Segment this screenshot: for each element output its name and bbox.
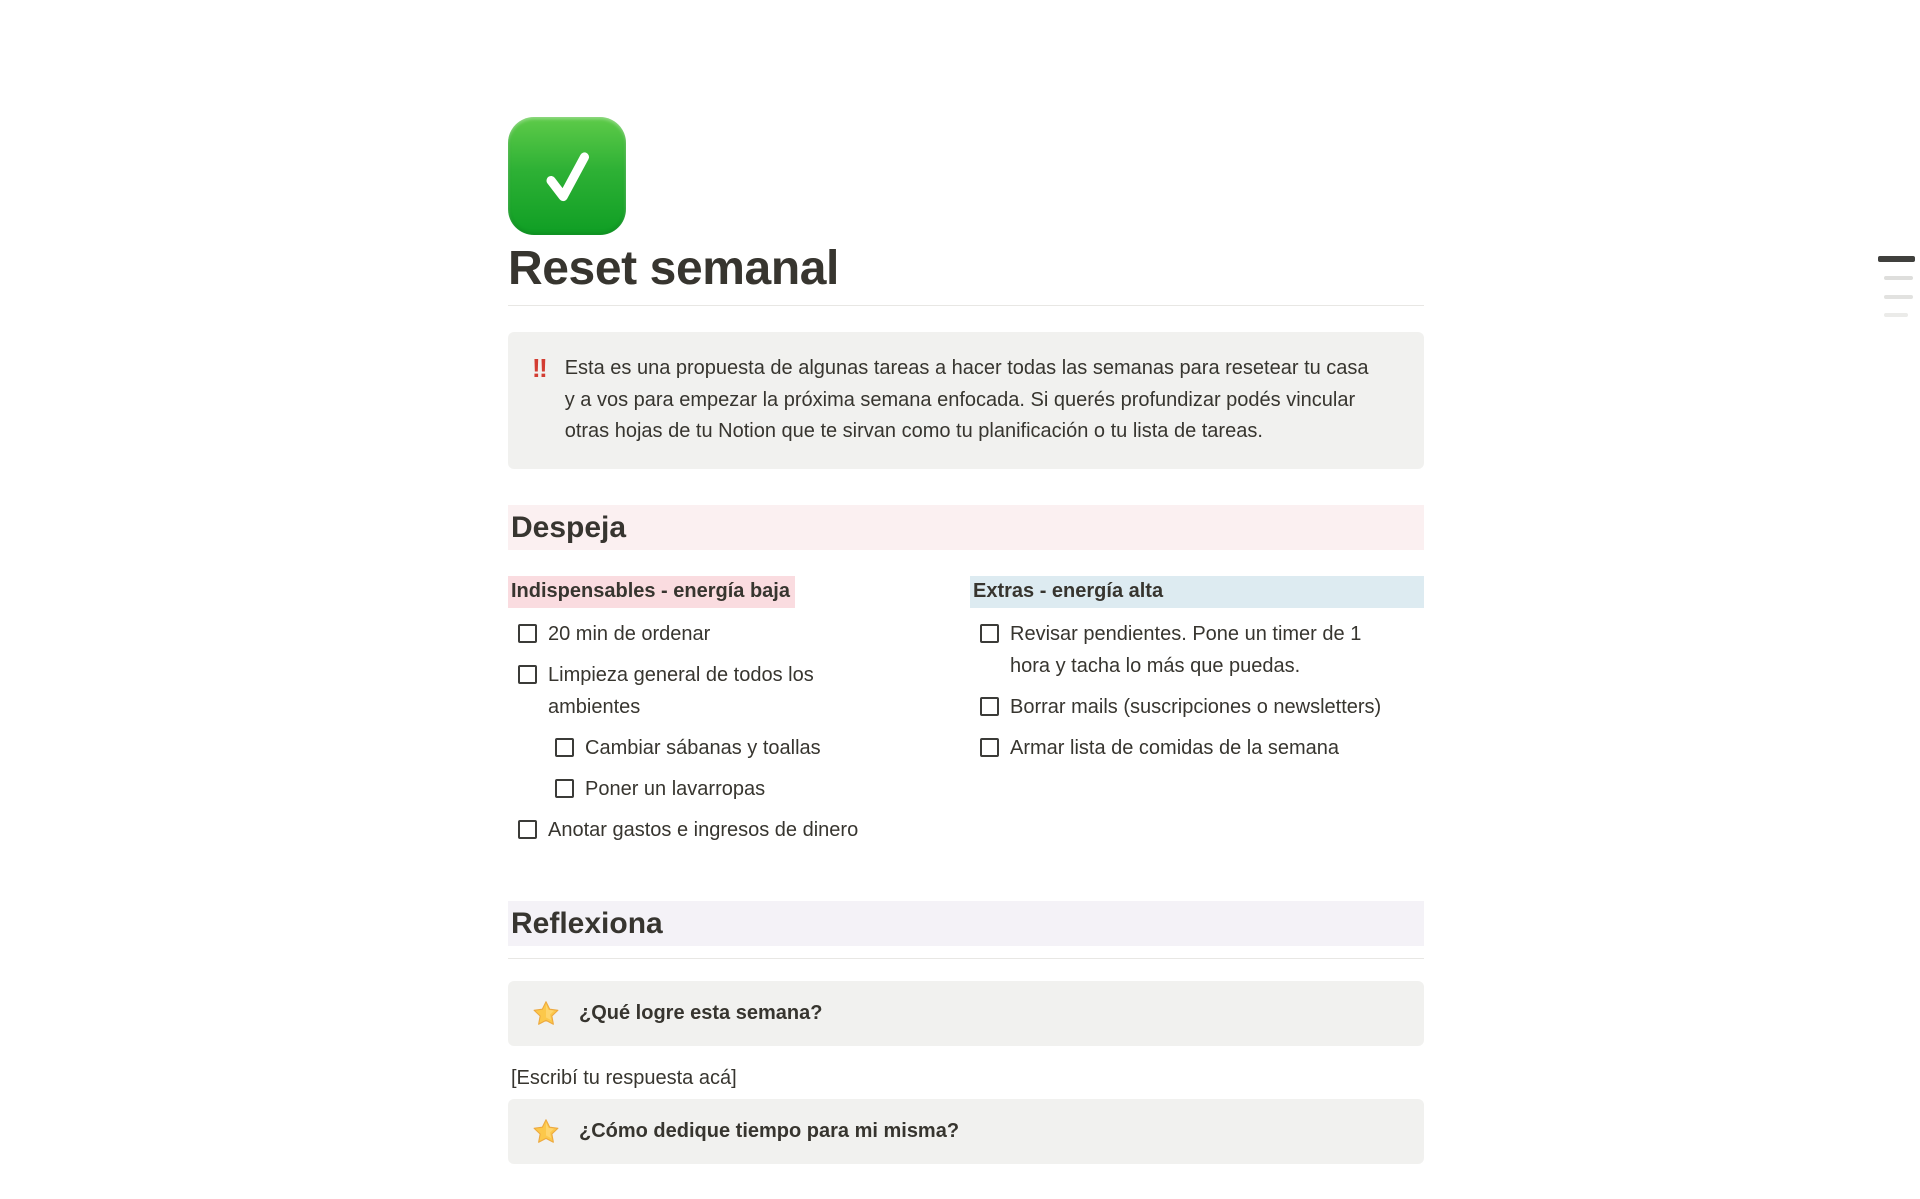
prompt-label[interactable]: ¿Qué logre esta semana?	[579, 1001, 823, 1024]
page-outline-widget[interactable]	[1878, 256, 1915, 317]
callout-text[interactable]: Esta es una propuesta de algunas tareas a hacer todas las semanas para resetear tu casa y a vos para empezar la próxima semana enfocada. Si querés profundizar podés vincular otras hojas de tu Notion que te sirvan como tu planificación o tu lista de tareas.	[564, 357, 1369, 442]
todo-item	[970, 691, 1424, 723]
todo-item	[508, 773, 908, 805]
todo-checkbox[interactable]	[980, 697, 999, 716]
todo-item	[508, 618, 908, 650]
todo-label[interactable]: Cambiar sábanas y toallas	[585, 736, 821, 759]
answer-placeholder-text[interactable]: [Escribí tu respuesta acá]	[511, 1066, 737, 1089]
todo-label[interactable]: 20 min de ordenar	[548, 622, 711, 645]
todo-checkbox[interactable]	[980, 738, 999, 757]
todo-label[interactable]: Limpieza general de todos los ambientes	[548, 663, 814, 718]
heading-reflexiona[interactable]: Reflexiona	[508, 901, 1424, 946]
outline-bar[interactable]	[1884, 313, 1908, 317]
todo-item	[508, 814, 908, 846]
page-title[interactable]: Reset semanal	[508, 243, 1424, 306]
todo-label[interactable]: Revisar pendientes. Pone un timer de 1 hora y tacha lo más que puedas.	[1010, 622, 1362, 677]
double-exclamation-icon: ‼	[532, 353, 548, 383]
star-icon	[533, 1118, 559, 1144]
todo-checkbox[interactable]	[555, 779, 574, 798]
divider	[508, 958, 1424, 959]
check-mark-icon	[529, 138, 605, 214]
todo-item	[970, 618, 1424, 682]
todo-checkbox[interactable]	[518, 624, 537, 643]
todo-item	[970, 732, 1424, 764]
outline-bar[interactable]	[1884, 295, 1913, 299]
todo-checkbox[interactable]	[980, 624, 999, 643]
callout-block[interactable]	[508, 332, 1424, 469]
despeja-columns	[508, 576, 1424, 855]
prompt-label[interactable]: ¿Cómo dedique tiempo para mi misma?	[579, 1119, 960, 1142]
todo-label[interactable]: Borrar mails (suscripciones o newsletters)	[1010, 695, 1382, 718]
column-indispensables	[508, 576, 908, 855]
column-header-extras[interactable]: Extras - energía alta	[970, 576, 1424, 608]
todo-checkbox[interactable]	[555, 738, 574, 757]
column-extras	[970, 576, 1424, 855]
notion-page-body	[508, 0, 1424, 1164]
page-icon-white-check-mark[interactable]	[508, 117, 626, 235]
prompt-block-tiempo-para-mi[interactable]	[508, 1099, 1424, 1164]
heading-despeja[interactable]: Despeja	[508, 505, 1424, 550]
todo-item	[508, 732, 908, 764]
outline-bar-active[interactable]	[1878, 256, 1915, 262]
todo-item	[508, 659, 908, 723]
todo-label[interactable]: Armar lista de comidas de la semana	[1010, 736, 1340, 759]
todo-label[interactable]: Poner un lavarropas	[585, 777, 766, 800]
todo-checkbox[interactable]	[518, 665, 537, 684]
star-icon	[533, 1000, 559, 1026]
todo-checkbox[interactable]	[518, 820, 537, 839]
prompt-block-logros[interactable]	[508, 981, 1424, 1046]
todo-label[interactable]: Anotar gastos e ingresos de dinero	[548, 818, 859, 841]
column-header-indispensables[interactable]: Indispensables - energía baja	[508, 576, 795, 608]
outline-bar[interactable]	[1884, 276, 1913, 280]
